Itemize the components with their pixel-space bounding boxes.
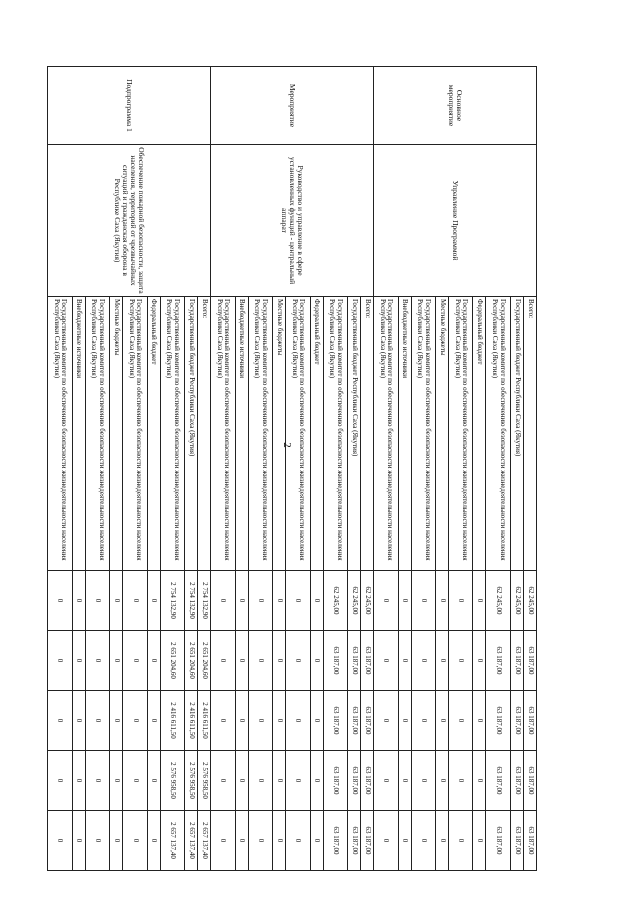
amount-cell: 63 187,00 [348,691,361,751]
amount-cell: 63 187,00 [523,631,536,691]
amount-cell: 2 754 132,90 [160,571,184,631]
table-row [523,67,536,871]
funding-source: Местные бюджеты [273,297,286,571]
amount-cell: 62 245,00 [323,571,347,631]
amount-cell: 0 [273,811,286,871]
funding-source: Государственный комитет по обеспечению безопасности жизнедеятельности населения Республики Саха (Якутия) [486,297,510,571]
amount-cell: 0 [235,811,248,871]
amount-cell: 2 416 611,50 [185,691,198,751]
amount-cell: 0 [72,751,85,811]
amount-cell: 63 187,00 [361,811,374,871]
amount-cell: 62 245,00 [361,571,374,631]
amount-cell: 0 [48,691,73,751]
amount-cell: 0 [235,751,248,811]
amount-cell: 0 [449,811,473,871]
table-row [198,67,211,871]
amount-cell: 0 [310,811,323,871]
amount-cell: 63 187,00 [323,631,347,691]
amount-cell: 0 [449,691,473,751]
amount-cell: 0 [273,751,286,811]
amount-cell: 0 [273,571,286,631]
amount-cell: 63 187,00 [510,691,523,751]
amount-cell: 0 [473,571,486,631]
amount-cell: 0 [473,751,486,811]
funding-source: Внебюджетные источники [398,297,411,571]
amount-cell: 0 [449,751,473,811]
amount-cell: 0 [123,631,147,691]
amount-cell: 0 [374,571,398,631]
funding-source: Государственный комитет по обеспечению безопасности жизнедеятельности населения Республики Саха (Якутия) [323,297,347,571]
program-name: Руководство и управление в сфере установленных функций - центральный аппарат [211,145,374,297]
amount-cell: 0 [473,691,486,751]
amount-cell: 0 [248,811,272,871]
amount-cell: 2 754 132,90 [198,571,211,631]
funding-source: Государственный комитет по обеспечению безопасности жизнедеятельности населения Республики Саха (Якутия) [411,297,435,571]
amount-cell: 0 [374,691,398,751]
amount-cell: 63 187,00 [348,751,361,811]
funding-source: Государственный бюджет Республики Саха (Якутия) [348,297,361,571]
program-name: Управление Программой [374,145,537,297]
amount-cell: 0 [411,571,435,631]
amount-cell: 0 [85,571,109,631]
amount-cell: 0 [110,811,123,871]
funding-source: Государственный комитет по обеспечению безопасности жизнедеятельности населения Республики Саха (Якутия) [374,297,398,571]
amount-cell: 63 187,00 [348,631,361,691]
budget-table [47,66,537,871]
amount-cell: 2 657 137,40 [198,811,211,871]
amount-cell: 63 187,00 [510,631,523,691]
amount-cell: 2 754 132,90 [185,571,198,631]
amount-cell: 0 [211,811,235,871]
amount-cell: 0 [211,691,235,751]
amount-cell: 0 [248,751,272,811]
amount-cell: 0 [147,571,160,631]
program-name: Обеспечение пожарной безопасности, защита населения, территорий от чрезвычайных ситуаций и гражданская оборона в Республике Саха (Якутия) [48,145,211,297]
amount-cell: 0 [398,631,411,691]
amount-cell: 0 [235,691,248,751]
program-category: Подпрограмма 1 [48,67,211,145]
funding-source: Внебюджетные источники [72,297,85,571]
amount-cell: 0 [72,631,85,691]
amount-cell: 0 [110,571,123,631]
amount-cell: 63 187,00 [323,691,347,751]
amount-cell: 0 [286,811,310,871]
amount-cell: 0 [110,751,123,811]
amount-cell: 0 [310,751,323,811]
amount-cell: 63 187,00 [523,691,536,751]
amount-cell: 0 [147,751,160,811]
amount-cell: 0 [411,751,435,811]
amount-cell: 63 187,00 [486,631,510,691]
amount-cell: 0 [211,631,235,691]
amount-cell: 0 [85,631,109,691]
amount-cell: 0 [123,691,147,751]
amount-cell: 0 [473,811,486,871]
amount-cell: 0 [436,691,449,751]
amount-cell: 2 576 958,50 [198,751,211,811]
amount-cell: 0 [273,691,286,751]
amount-cell: 0 [398,751,411,811]
amount-cell: 0 [411,691,435,751]
amount-cell: 0 [248,631,272,691]
amount-cell: 0 [48,751,73,811]
funding-source: Государственный бюджет Республики Саха (Якутия) [185,297,198,571]
amount-cell: 63 187,00 [323,811,347,871]
funding-source: Государственный комитет по обеспечению безопасности жизнедеятельности населения Республики Саха (Якутия) [48,297,73,571]
amount-cell: 0 [286,631,310,691]
amount-cell: 0 [72,811,85,871]
funding-source: Государственный комитет по обеспечению безопасности жизнедеятельности населения Республики Саха (Якутия) [211,297,235,571]
amount-cell: 63 187,00 [348,811,361,871]
funding-source: Всего: [361,297,374,571]
amount-cell: 0 [72,571,85,631]
amount-cell: 62 245,00 [348,571,361,631]
amount-cell: 0 [374,631,398,691]
amount-cell: 0 [235,631,248,691]
amount-cell: 2 657 137,40 [160,811,184,871]
program-category: Основное мероприятие [374,67,537,145]
amount-cell: 2 576 958,50 [160,751,184,811]
amount-cell: 0 [147,691,160,751]
amount-cell: 2 651 204,60 [160,631,184,691]
amount-cell: 0 [436,571,449,631]
amount-cell: 0 [473,631,486,691]
amount-cell: 0 [110,631,123,691]
amount-cell: 63 187,00 [486,751,510,811]
amount-cell: 62 245,00 [486,571,510,631]
amount-cell: 0 [85,751,109,811]
funding-source: Государственный комитет по обеспечению безопасности жизнедеятельности населения Республики Саха (Якутия) [449,297,473,571]
amount-cell: 2 651 204,60 [185,631,198,691]
amount-cell: 0 [449,571,473,631]
amount-cell: 0 [123,811,147,871]
amount-cell: 0 [436,751,449,811]
funding-source: Федеральный бюджет [147,297,160,571]
amount-cell: 63 187,00 [361,751,374,811]
amount-cell: 63 187,00 [361,691,374,751]
amount-cell: 63 187,00 [323,751,347,811]
amount-cell: 63 187,00 [486,691,510,751]
amount-cell: 0 [85,691,109,751]
amount-cell: 0 [374,751,398,811]
amount-cell: 63 187,00 [361,631,374,691]
amount-cell: 0 [310,691,323,751]
amount-cell: 2 651 204,60 [198,631,211,691]
amount-cell: 0 [48,571,73,631]
rotated-table-wrapper [47,66,537,870]
funding-source: Всего: [523,297,536,571]
funding-source: Государственный комитет по обеспечению безопасности жизнедеятельности населения Республики Саха (Якутия) [123,297,147,571]
amount-cell: 62 245,00 [510,571,523,631]
amount-cell: 0 [286,691,310,751]
amount-cell: 0 [110,691,123,751]
amount-cell: 0 [273,631,286,691]
amount-cell: 0 [398,571,411,631]
amount-cell: 2 416 611,50 [198,691,211,751]
amount-cell: 0 [211,571,235,631]
amount-cell: 0 [436,811,449,871]
program-category: Мероприятие [211,67,374,145]
table-row [361,67,374,871]
page-number: 2 [281,442,293,448]
amount-cell: 0 [374,811,398,871]
amount-cell: 0 [449,631,473,691]
amount-cell: 63 187,00 [486,811,510,871]
amount-cell: 0 [211,751,235,811]
amount-cell: 2 416 611,50 [160,691,184,751]
amount-cell: 63 187,00 [523,751,536,811]
amount-cell: 0 [123,751,147,811]
funding-source: Государственный комитет по обеспечению безопасности жизнедеятельности населения Республики Саха (Якутия) [248,297,272,571]
amount-cell: 0 [248,571,272,631]
amount-cell: 2 576 958,50 [185,751,198,811]
funding-source: Местные бюджеты [110,297,123,571]
amount-cell: 2 657 137,40 [185,811,198,871]
funding-source: Федеральный бюджет [310,297,323,571]
funding-source: Всего: [198,297,211,571]
amount-cell: 0 [48,811,73,871]
amount-cell: 0 [398,811,411,871]
amount-cell: 0 [411,811,435,871]
amount-cell: 0 [286,751,310,811]
amount-cell: 0 [85,811,109,871]
amount-cell: 0 [310,571,323,631]
funding-source: Государственный комитет по обеспечению безопасности жизнедеятельности населения Республики Саха (Якутия) [85,297,109,571]
funding-source: Внебюджетные источники [235,297,248,571]
funding-source: Федеральный бюджет [473,297,486,571]
amount-cell: 0 [147,811,160,871]
amount-cell: 63 187,00 [510,751,523,811]
amount-cell: 0 [48,631,73,691]
amount-cell: 0 [72,691,85,751]
budget-table-body [48,67,537,871]
amount-cell: 0 [235,571,248,631]
funding-source: Государственный бюджет Республики Саха (Якутия) [510,297,523,571]
amount-cell: 63 187,00 [523,811,536,871]
amount-cell: 0 [436,631,449,691]
amount-cell: 0 [147,631,160,691]
amount-cell: 0 [248,691,272,751]
amount-cell: 0 [398,691,411,751]
amount-cell: 62 245,00 [523,571,536,631]
funding-source: Местные бюджеты [436,297,449,571]
amount-cell: 0 [411,631,435,691]
amount-cell: 0 [310,631,323,691]
funding-source: Государственный комитет по обеспечению безопасности жизнедеятельности населения Республики Саха (Якутия) [160,297,184,571]
amount-cell: 0 [286,571,310,631]
amount-cell: 63 187,00 [510,811,523,871]
funding-source: Государственный комитет по обеспечению безопасности жизнедеятельности населения Республики Саха (Якутия) [286,297,310,571]
amount-cell: 0 [123,571,147,631]
